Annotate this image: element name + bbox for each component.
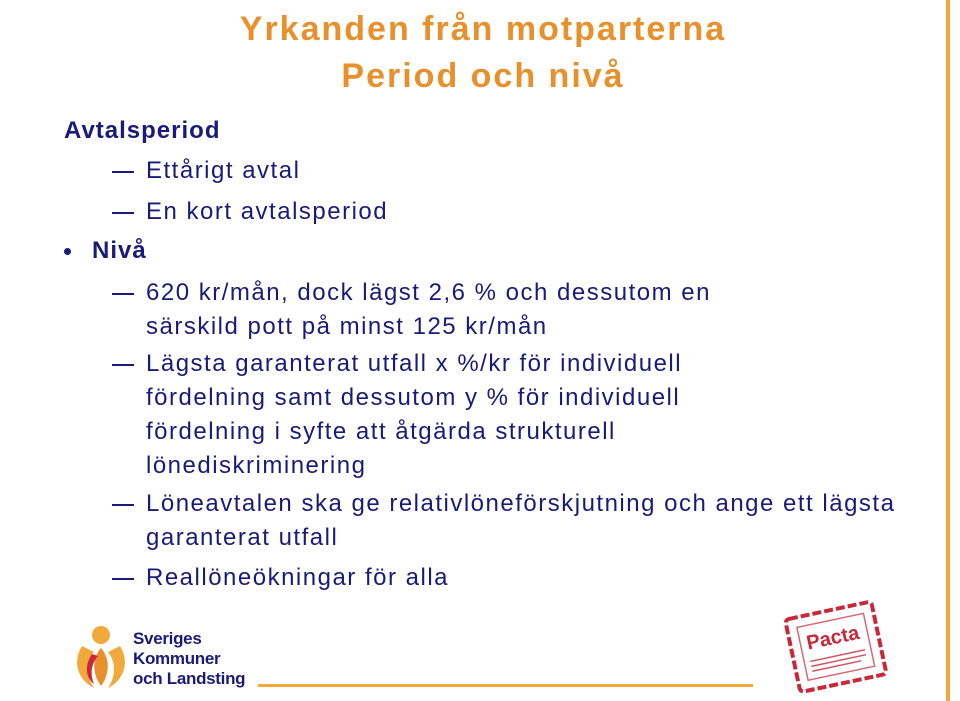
section-heading-avtalsperiod: Avtalsperiod xyxy=(64,117,221,144)
list-item: Reallöneökningar för alla xyxy=(112,561,902,595)
dash-bullet-icon xyxy=(112,364,134,366)
right-accent-rule xyxy=(946,0,950,701)
slide-subtitle: Period och nivå xyxy=(341,57,625,95)
list-item: Ettårigt avtal xyxy=(112,154,902,188)
section-heading-niva: Nivå xyxy=(92,237,147,264)
list-item: Löneavtalen ska ge relativlöneförskjutning och ange ett lägsta garanterat utfall xyxy=(112,487,902,555)
skl-logo-icon xyxy=(72,624,130,690)
dash-bullet-icon xyxy=(112,578,134,580)
footer-divider xyxy=(258,684,753,687)
pacta-stamp xyxy=(780,600,890,696)
dash-bullet-icon xyxy=(112,293,134,295)
bullet-dot-icon xyxy=(64,248,71,255)
dash-bullet-icon xyxy=(112,504,134,506)
list-item: En kort avtalsperiod xyxy=(112,195,902,229)
dash-bullet-icon xyxy=(112,171,134,173)
list-item: Lägsta garanterat utfall x %/kr för individuell fördelning samt dessutom y % för individuell fördelning i syfte att åtgärda strukturell lönediskriminering xyxy=(112,347,792,483)
dash-bullet-icon xyxy=(112,212,134,214)
stamp-text: Pacta xyxy=(804,621,862,655)
list-item: 620 kr/mån, dock lägst 2,6 % och dessutom en särskild pott på minst 125 kr/mån xyxy=(112,276,802,344)
skl-logo-text: Sveriges Kommuner och Landsting xyxy=(133,629,246,688)
slide-title: Yrkanden från motparterna xyxy=(239,10,727,48)
